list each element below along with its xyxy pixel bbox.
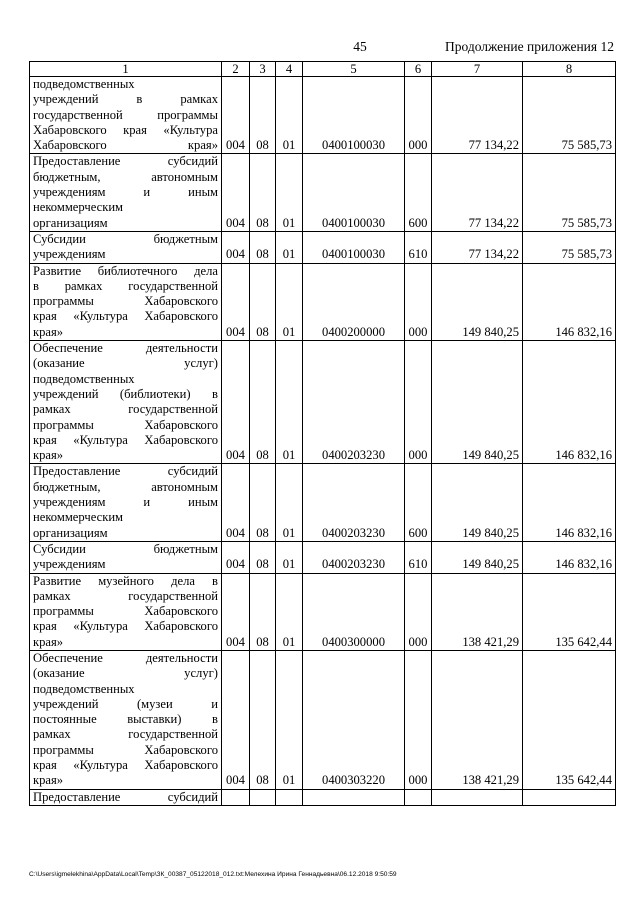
code-target: 0400203230 [303,464,405,541]
row-name-line: подведомственных [33,681,135,696]
row-name-line: (оказание услуг) [33,666,218,681]
row-name-line: края «Культура Хабаровского [33,309,218,324]
code-section: 08 [250,231,276,263]
row-name-line: подведомственных [33,371,135,386]
row-name-line: некоммерческим [33,510,124,525]
code-subsection: 01 [276,464,303,541]
code-subsection: 01 [276,341,303,464]
column-header-6: 6 [405,62,432,77]
row-name [30,541,222,573]
code-chapter: 004 [222,464,250,541]
amount-2019: 149 840,25 [432,341,523,464]
row-name [30,789,222,805]
code-subsection: 01 [276,77,303,154]
table-body [30,77,616,806]
table-row [30,650,616,789]
code-subsection: 01 [276,263,303,340]
code-chapter: 004 [222,263,250,340]
amount-2020: 146 832,16 [523,464,616,541]
row-name [30,341,222,464]
code-chapter: 004 [222,77,250,154]
amount-2020: 146 832,16 [523,341,616,464]
empty-cell [432,789,523,805]
code-expense-type: 610 [405,231,432,263]
row-name-line: учреждениям [33,247,106,262]
row-name-line: Хабаровского края «Культура [33,122,218,137]
code-subsection: 01 [276,231,303,263]
code-chapter: 004 [222,650,250,789]
row-name-line: (оказание услуг) [33,356,218,371]
row-name-line: края» [33,773,64,788]
row-name-line: организациям [33,525,108,540]
amount-2019: 138 421,29 [432,650,523,789]
column-header-3: 3 [250,62,276,77]
code-target: 0400300000 [303,573,405,650]
code-subsection: 01 [276,154,303,231]
row-name-line: учреждениям [33,557,106,572]
row-name-line: Предоставление субсидий [33,464,218,479]
code-expense-type: 000 [405,77,432,154]
row-name-line: Субсидии бюджетным [33,231,218,246]
budget-table [29,61,616,806]
row-name [30,263,222,340]
code-target: 0400200000 [303,263,405,340]
amount-2019: 77 134,22 [432,154,523,231]
row-name-line: программы Хабаровского [33,294,218,309]
row-name-line: рамках государственной [33,727,218,742]
empty-cell [276,789,303,805]
row-name-line: рамках государственной [33,402,218,417]
code-chapter: 004 [222,573,250,650]
code-section: 08 [250,341,276,464]
row-name-line: Предоставление субсидий [33,154,218,169]
code-section: 08 [250,464,276,541]
row-name-line: Обеспечение деятельности [33,650,218,665]
code-subsection: 01 [276,650,303,789]
column-header-5: 5 [303,62,405,77]
amount-2019: 149 840,25 [432,464,523,541]
row-name-line: некоммерческим [33,200,124,215]
row-name-line: края» [33,448,64,463]
code-section: 08 [250,650,276,789]
code-expense-type: 000 [405,650,432,789]
continuation-label: Продолжение приложения 12 [444,39,614,54]
code-expense-type: 000 [405,341,432,464]
row-name-line: учреждений в рамках [33,92,218,107]
code-expense-type: 600 [405,464,432,541]
code-expense-type: 610 [405,541,432,573]
amount-2019: 149 840,25 [432,541,523,573]
code-chapter: 004 [222,231,250,263]
row-name [30,154,222,231]
code-section: 08 [250,154,276,231]
row-name [30,650,222,789]
code-expense-type: 000 [405,263,432,340]
code-target: 0400100030 [303,77,405,154]
code-target: 0400203230 [303,341,405,464]
row-name-line: бюджетным, автономным [33,169,218,184]
amount-2020: 135 642,44 [523,650,616,789]
row-name-line: подведомственных [33,77,135,91]
row-name-line: программы Хабаровского [33,604,218,619]
row-name-line: Предоставление субсидий [33,789,218,804]
table-row [30,231,616,263]
column-header-4: 4 [276,62,303,77]
code-section: 08 [250,263,276,340]
row-name [30,77,222,154]
row-name-line: Обеспечение деятельности [33,341,218,356]
row-name-line: государственной программы [33,107,218,122]
column-header-2: 2 [222,62,250,77]
page-number: 45 [353,39,367,54]
amount-2020: 75 585,73 [523,154,616,231]
column-header-8: 8 [523,62,616,77]
row-name-line: организациям [33,215,108,230]
row-name-line: постоянные выставки) в [33,712,218,727]
table-row [30,263,616,340]
code-target: 0400303220 [303,650,405,789]
row-name-line: края» [33,324,64,339]
header-row [30,62,616,77]
amount-2019: 77 134,22 [432,77,523,154]
row-name-line: края «Культура Хабаровского [33,619,218,634]
column-header-7: 7 [432,62,523,77]
row-name-line: учреждениям и иным [33,185,218,200]
code-section: 08 [250,77,276,154]
code-subsection: 01 [276,541,303,573]
row-name-line: края «Культура Хабаровского [33,758,218,773]
row-name-line: в рамках государственной [33,278,218,293]
amount-2020: 135 642,44 [523,573,616,650]
code-target: 0400100030 [303,154,405,231]
row-name-line: края» [33,634,64,649]
code-expense-type: 600 [405,154,432,231]
row-name [30,573,222,650]
table-row [30,464,616,541]
empty-cell [303,789,405,805]
row-name-line: программы Хабаровского [33,742,218,757]
row-name-line: учреждениям и иным [33,495,218,510]
amount-2020: 75 585,73 [523,231,616,263]
empty-cell [222,789,250,805]
row-name-line: Развитие музейного дела в [33,573,218,588]
row-name-line: рамках государственной [33,588,218,603]
column-header-1: 1 [30,62,222,77]
code-chapter: 004 [222,541,250,573]
table-row [30,77,616,154]
table-row [30,541,616,573]
code-section: 08 [250,573,276,650]
row-name [30,464,222,541]
empty-cell [523,789,616,805]
row-name-line: Субсидии бюджетным [33,541,218,556]
amount-2019: 77 134,22 [432,231,523,263]
table-row [30,789,616,805]
amount-2019: 138 421,29 [432,573,523,650]
amount-2020: 75 585,73 [523,77,616,154]
row-name-line: учреждений (библиотеки) в [33,386,218,401]
row-name-line: края «Культура Хабаровского [33,432,218,447]
amount-2020: 146 832,16 [523,541,616,573]
table-row [30,341,616,464]
row-name-line: Развитие библиотечного дела [33,263,218,278]
code-subsection: 01 [276,573,303,650]
empty-cell [405,789,432,805]
file-path-footer: C:\Users\igmelekhina\AppData\Local\Temp\ЗК_00387_05122018_012.txt:Мелехина Ирина Геннадьевна\06.12.2018 9:50:59 [29,871,397,878]
row-name-line: бюджетным, автономным [33,479,218,494]
code-target: 0400203230 [303,541,405,573]
code-chapter: 004 [222,341,250,464]
row-name-line: программы Хабаровского [33,417,218,432]
code-section: 08 [250,541,276,573]
empty-cell [250,789,276,805]
amount-2019: 149 840,25 [432,263,523,340]
table-row [30,573,616,650]
code-chapter: 004 [222,154,250,231]
amount-2020: 146 832,16 [523,263,616,340]
code-target: 0400100030 [303,231,405,263]
row-name [30,231,222,263]
code-expense-type: 000 [405,573,432,650]
row-name-line: учреждений (музеи и [33,696,218,711]
row-name-line: Хабаровского края» [33,138,218,153]
table-row [30,154,616,231]
